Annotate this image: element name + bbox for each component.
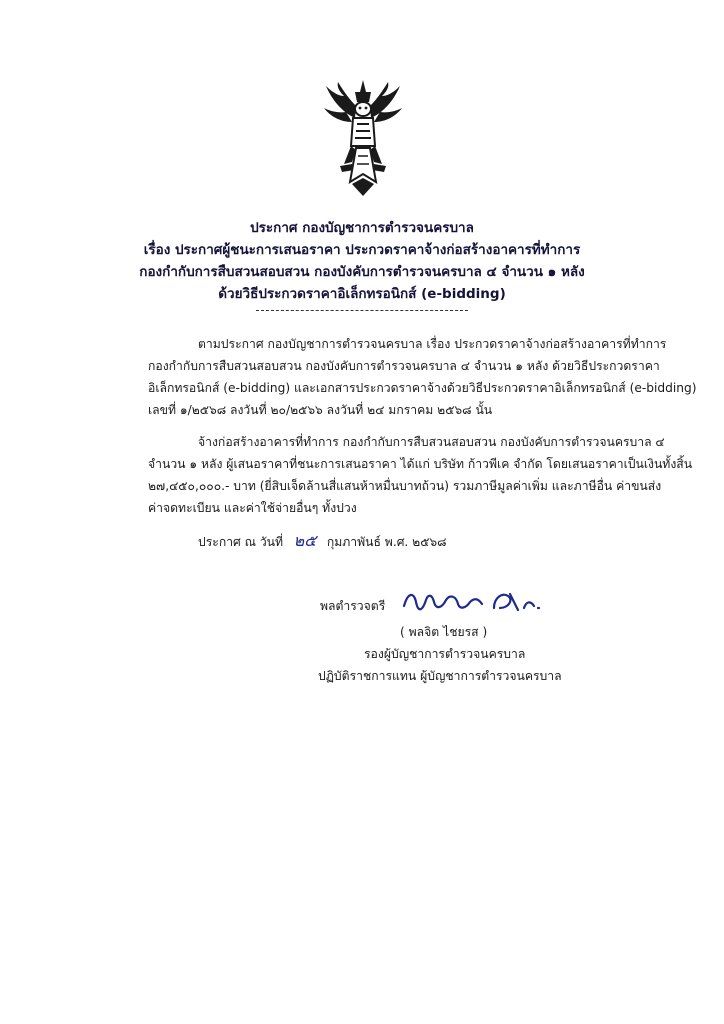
date-prefix: ประกาศ ณ วันที่ — [198, 535, 284, 549]
garuda-emblem-icon — [322, 78, 404, 198]
announcement-date — [198, 529, 447, 554]
announcement-title: ประกาศ กองบัญชาการตำรวจนครบาล — [250, 220, 474, 236]
date-day-handwritten: ๒๕ — [293, 531, 317, 550]
announcement-subject: เรื่อง ประกาศผู้ชนะการเสนอราคา ประกวดราคาจ้างก่อสร้างอาคารที่ทำการ — [143, 242, 581, 258]
dashed-divider — [256, 310, 468, 311]
paragraph-line: เลขที่ ๑/๒๕๖๘ ลงวันที่ ๒๐/๒๕๖๖ ลงวันที่ ๒๔ มกราคม ๒๕๖๘ นั้น — [148, 403, 493, 417]
signatory-acting-for: ปฏิบัติราชการแทน ผู้บัญชาการตำรวจนครบาล — [318, 669, 562, 683]
body-paragraph-1 — [148, 333, 697, 421]
paragraph-line: จำนวน ๑ หลัง ผู้เสนอราคาที่ชนะการเสนอราคา ได้แก่ บริษัท ก้าวพีเค จำกัด โดยเสนอราคาเป็นเงินทั้งสิ้น — [148, 457, 693, 471]
signatory-rank: พลตำรวจตรี — [320, 599, 386, 613]
body-paragraph-2 — [148, 431, 693, 519]
paragraph-line: ๒๗,๔๕๐,๐๐๐.- บาท (ยี่สิบเจ็ดล้านสี่แสนห้าหมื่นบาทถ้วน) รวมภาษีมูลค่าเพิ่ม และภาษีอื่น ค่าขนส่ง — [148, 479, 662, 493]
paragraph-line: จ้างก่อสร้างอาคารที่ทำการ กองกำกับการสืบสวนสอบสวน กองบังคับการตำรวจนครบาล ๔ — [198, 435, 665, 449]
signatory-name: ( พลจิต ไชยรส ) — [400, 625, 488, 639]
paragraph-line: ตามประกาศ กองบัญชาการตำรวจนครบาล เรื่อง ประกวดราคาจ้างก่อสร้างอาคารที่ทำการ — [198, 337, 667, 351]
paragraph-line: ค่าจดทะเบียน และค่าใช้จ่ายอื่นๆ ทั้งปวง — [148, 501, 357, 515]
date-suffix: กุมภาพันธ์ พ.ศ. ๒๕๖๘ — [326, 535, 447, 549]
paragraph-line: อิเล็กทรอนิกส์ (e-bidding) และเอกสารประกวดราคาจ้างด้วยวิธีประกวดราคาอิเล็กทรอนิกส์ (e-bidding) — [148, 381, 697, 395]
paragraph-line: กองกำกับการสืบสวนสอบสวน กองบังคับการตำรวจนครบาล ๔ จำนวน ๑ หลัง ด้วยวิธีประกวดราคา — [148, 359, 660, 373]
signatory-position: รองผู้บัญชาการตำรวจนครบาล — [364, 647, 526, 661]
handwritten-signature — [398, 586, 548, 618]
announcement-subject-cont: กองกำกับการสืบสวนสอบสวน กองบังคับการตำรวจนครบาล ๔ จำนวน ๑ หลัง — [139, 264, 585, 280]
announcement-subject-method: ด้วยวิธีประกวดราคาอิเล็กทรอนิกส์ (e-bidding) — [218, 286, 506, 302]
